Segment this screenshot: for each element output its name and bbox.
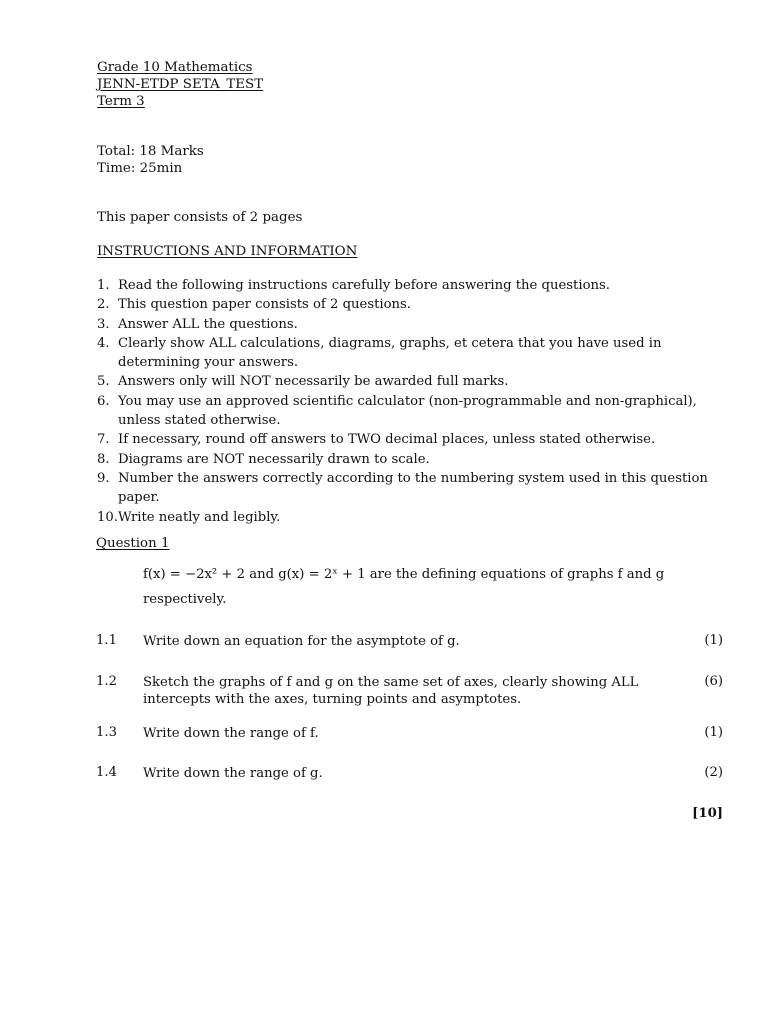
part-text: Write down an equation for the asymptote of g.: [143, 634, 460, 649]
total-marks: Total: 18 Marks: [97, 144, 204, 159]
instruction-item: 9. Number the answers correctly according to the numbering system used in this question paper.: [97, 470, 708, 506]
part-number: 1.1: [96, 633, 117, 648]
part-number: 1.4: [96, 765, 117, 780]
instruction-item: 6. You may use an approved scientific calculator (non-programmable and non-graphical), unless stated otherwise.: [97, 393, 697, 429]
question-1-intro: f(x) = −2x² + 2 and g(x) = 2ˣ + 1 are the defining equations of graphs f and g: [143, 567, 665, 582]
instruction-item: 4. Clearly show ALL calculations, diagrams, graphs, et cetera that you have used in determining your answers.: [97, 335, 662, 371]
test-name: JENN-ETDP SETA_TEST: [97, 77, 264, 92]
instruction-item: 1. Read the following instructions carefully before answering the questions.: [97, 278, 610, 293]
question-1-total: [10]: [692, 806, 723, 821]
part-marks: (1): [704, 633, 723, 648]
instruction-item: 3. Answer ALL the questions.: [97, 316, 298, 332]
instruction-item: 5. Answers only will NOT necessarily be awarded full marks.: [97, 374, 509, 390]
instructions-list: [97, 276, 717, 527]
part-text: Write down the range of g.: [143, 766, 323, 781]
part-text: Write down the range of f.: [143, 726, 319, 741]
page-count: This paper consists of 2 pages: [97, 210, 303, 225]
part-marks: (2): [704, 765, 723, 780]
time-limit: Time: 25min: [97, 161, 183, 176]
part-marks: (1): [704, 725, 723, 740]
instruction-item: 2. This question paper consists of 2 questions.: [97, 297, 412, 313]
instruction-item: 8. Diagrams are NOT necessarily drawn to scale.: [97, 451, 430, 467]
instruction-item: 10. Write neatly and legibly.: [97, 509, 281, 525]
question-1-heading: Question 1: [96, 536, 170, 551]
part-number: 1.3: [96, 725, 117, 740]
part-text: Sketch the graphs of f and g on the same set of axes, clearly showing ALL intercepts with the axes, turning points and asymptotes.: [143, 675, 639, 707]
question-1-intro-cont: respectively.: [143, 592, 227, 607]
subject-title: Grade 10 Mathematics: [97, 60, 253, 75]
part-marks: (6): [704, 674, 723, 689]
instruction-item: 7. If necessary, round off answers to TWO decimal places, unless stated otherwise.: [97, 432, 656, 448]
term-label: Term 3: [97, 94, 145, 109]
part-number: 1.2: [96, 674, 117, 689]
instructions-heading: INSTRUCTIONS AND INFORMATION: [97, 244, 358, 259]
